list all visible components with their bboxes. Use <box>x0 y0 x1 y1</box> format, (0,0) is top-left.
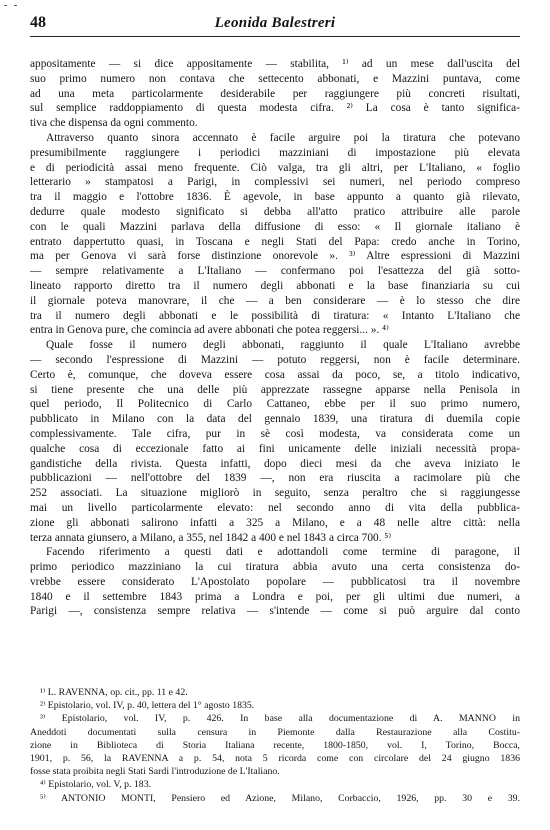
body-line: qualche cosa di eccezionale fatto ai fini unicamente delle iniziali necessità propa- <box>30 442 520 455</box>
body-line: il giornale poteva manovrare, il che — a ben considerare — è lo stesso che dire <box>30 294 520 307</box>
body-line: mai un livello particolarmente elevato: nel secondo anno di vita della pubblica- <box>30 501 520 514</box>
body-line: gandistiche della rivista. Questa infatti, dopo dieci mesi da che aveva iniziato le <box>30 457 520 470</box>
body-line: complessivamente. Tale cifra, pur in sè così modesta, va considerata come un <box>30 427 520 440</box>
body-line: sul semplice raddoppiamento di questa modesta cifra. ²⁾ La cosa è tanto significa- <box>30 102 520 115</box>
page-number: 48 <box>30 14 46 31</box>
footnote-line: 1901, p. 56, la RAVENNA a p. 54, nota 5 ricorda come con circolare del 24 giugno 1836 <box>30 753 520 765</box>
body-line: — secondo l'espressione di Mazzini — potuto reggersi, non è facile determinare. <box>30 353 520 366</box>
body-line: Parigi —, consistenza sempre relativa — s'intende — come si può arguire dal conto <box>30 605 520 618</box>
body-line: Certo è, comunque, che doveva essere cosa assai da poco, se, a titolo indicativo, <box>30 368 520 381</box>
body-line: tiva che dispensa da ogni commento. <box>30 117 198 130</box>
body-line: vrebbe essere considerato L'Apostolato popolare — pubblicatosi tra il novembre <box>30 575 520 588</box>
body-line: primo periodico mazziniano la cui tiratura abbia avuto una certa consistenza do- <box>30 561 520 574</box>
body-line: ma per Genova vi sarà forse distinzione onorevole ». ³⁾ Altre espressioni di Mazzini <box>30 250 520 263</box>
body-line: 1840 e il settembre 1843 prima a Londra e poi, per gli ultimi due numeri, a <box>30 590 520 603</box>
body-line: Quale fosse il numero degli abbonati, raggiunto il quale L'Italiano avrebbe <box>46 339 520 352</box>
page-header <box>30 14 520 36</box>
footnote-line: ⁵⁾ ANTONIO MONTI, Pensiero ed Azione, Milano, Corbaccio, 1926, pp. 30 e 39. <box>40 792 520 804</box>
body-line: suo primo numero non contava che settecento abbonati, e Mazzini puntava, come <box>30 72 520 85</box>
footnote-line: ¹⁾ L. RAVENNA, op. cit., pp. 11 e 42. <box>40 687 188 698</box>
body-line: entra in Genova pure, che comincia ad avere abbonati che potea reggersi... ». ⁴⁾ <box>30 324 389 337</box>
corner-mark: - - <box>4 0 20 11</box>
body-line: letterario » stampatosi a Parigi, in complessivi sei numeri, nel periodo compreso <box>30 176 520 189</box>
body-line: pubblicato in Milano con la data del gennaio 1839, una tiratura di duemila copie <box>30 413 520 426</box>
footnote-line: Aneddoti documentati sulla censura in Piemonte dalla Restaurazione alla Costitu- <box>30 726 520 738</box>
body-line: tra il maggio e l'ottobre 1836. È agevole, in base appunto a quanto già rilevato, <box>30 191 520 204</box>
body-line: appositamente — si dice appositamente — stabilita, ¹⁾ ad un mese dall'uscita del <box>30 58 520 70</box>
body-text <box>30 57 520 619</box>
running-head: Leonida Balestreri <box>214 15 336 31</box>
body-line: Attraverso quanto sinora accennato è facile arguire poi la tiratura che potevano <box>46 131 520 144</box>
footnote-line: fosse stata proibita negli Stati Sardi l'introduzione de L'Italiano. <box>30 766 280 778</box>
footnotes <box>30 686 520 805</box>
body-line: entrato dappertutto quasi, in Toscana e negli Stati del Papa: credo anche in Torino, <box>30 235 520 248</box>
body-line: 252 associati. La situazione migliorò in seguito, senza peraltro che si raggiungesse <box>30 487 520 500</box>
footnote-line: ³⁾ Epistolario, vol. IV, p. 426. In base alla documentazione di A. MANNO in <box>40 713 520 725</box>
body-line: tra il numero degli abbonati e le possibilità di tiratura: « Intanto L'Italiano che <box>30 309 520 322</box>
body-line: — sempre relativamente a L'Italiano — confermano poi l'esattezza del già sotto- <box>30 265 520 278</box>
body-line: si tiene presente che una delle più apprezzate rassegne apparse nella Penisola in <box>30 383 520 396</box>
body-line: lineato rapporto diretto tra il numero degli abbonati e la base finanziaria su cui <box>30 279 520 292</box>
body-line: pubblicazioni — nell'ottobre del 1839 —, non era riuscita a racimolare più che <box>30 472 520 485</box>
body-line: dedurre quale modesto significato si debba all'atto pratico attribuire alle parole <box>30 205 520 218</box>
footnote-line: zione in Biblioteca di Storia Italiana recente, 1800-1850, vol. I, Torino, Bocca, <box>30 739 520 751</box>
body-line: zione gli abbonati salirono infatti a 325 a Milano, e a 48 nelle altre città: nella <box>30 516 520 529</box>
body-line: terza annata giunsero, a Milano, a 355, nel 1842 a 400 e nel 1843 a circa 700. ⁵⁾ <box>30 531 392 544</box>
header-rule <box>30 36 520 37</box>
body-line: presumibilmente raggiungere i periodici mazziniani di impostazione più elevata <box>30 146 520 159</box>
body-line: ad una meta particolarmente desiderabile per raggiungere più concreti risultati, <box>30 87 520 100</box>
body-line: con le quali Mazzini parlava della diffusione di esso: « Il giornale italiano è <box>30 220 520 233</box>
footnote-line: ⁴⁾ Epistolario, vol. V, p. 183. <box>40 779 152 791</box>
footnote-line: ²⁾ Epistolario, vol. IV, p. 40, lettera del 1° agosto 1835. <box>40 700 255 712</box>
body-line: quel periodo, Il Politecnico di Carlo Cattaneo, ebbe per il suo primo numero, <box>30 398 520 411</box>
body-line: Facendo riferimento a questi dati e adottandoli come termine di paragone, il <box>46 546 520 559</box>
body-line: e di periodicità assai meno frequente. Ciò valga, tra gli altri, per L'Italiano, « foglio <box>30 161 520 174</box>
